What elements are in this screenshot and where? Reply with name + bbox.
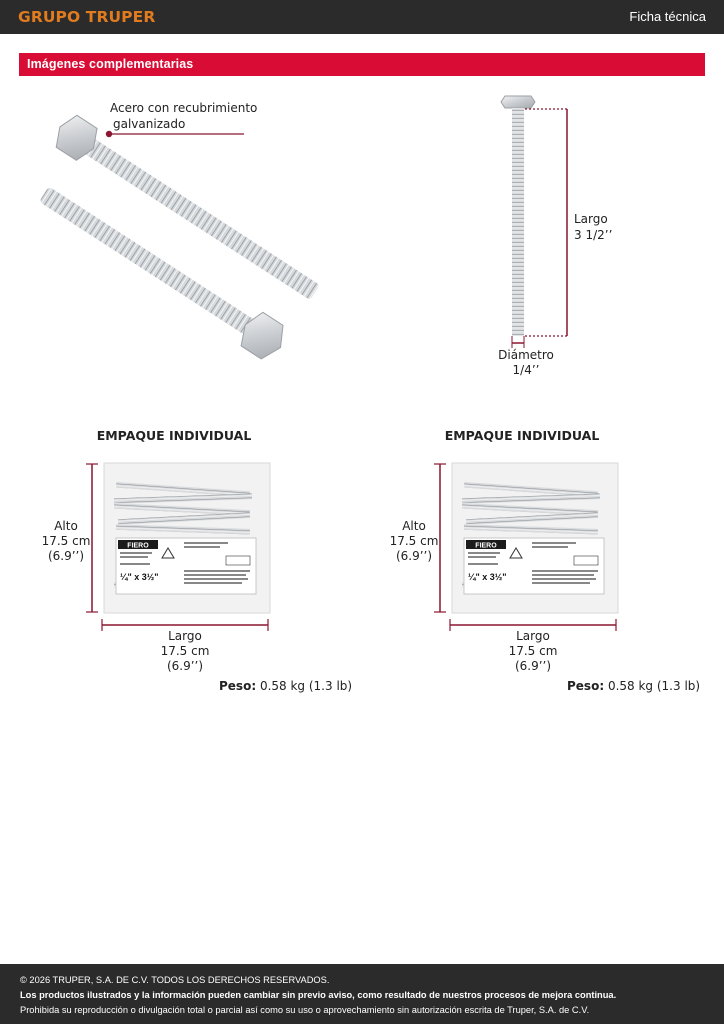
bolt-shank-front: [39, 186, 258, 337]
length-label: Largo: [168, 629, 202, 643]
material-callout-dot: [106, 131, 112, 137]
section-title: Imágenes complementarias: [27, 57, 194, 71]
weight-label: Peso:: [567, 679, 605, 693]
material-label-line2: galvanizado: [113, 117, 186, 131]
package-weight: [567, 679, 700, 693]
length-label: Largo: [574, 212, 608, 226]
height-cm: 17.5 cm: [41, 534, 91, 548]
bolt-shank-back: [83, 138, 319, 300]
footer-prohibition: Prohibida su reproducción o divulgación total o parcial así como su uso o aprovechamiento sin autorización escrita de Truper, S.A. de C.V.: [20, 1005, 590, 1015]
height-cm: 17.5 cm: [389, 534, 439, 548]
height-in: (6.9’’): [395, 549, 433, 563]
fiero-brand-text: FIERO: [475, 542, 497, 550]
bolt-head-vertical: [501, 96, 535, 108]
package-size-text: ¼" x 3½": [468, 572, 507, 582]
diameter-label: Diámetro: [498, 348, 554, 362]
bolt-shank-vertical: [512, 108, 524, 336]
length-in: (6.9’’): [166, 659, 204, 673]
document-type: Ficha técnica: [629, 9, 706, 24]
footer-copyright: © 2026 TRUPER, S.A. DE C.V. TODOS LOS DERECHOS RESERVADOS.: [20, 975, 330, 985]
weight-label: Peso:: [219, 679, 257, 693]
footer-notice: Los productos ilustrados y la información pueden cambiar sin previo aviso, como resultado de nuestros procesos de mejora continua.: [20, 990, 617, 1000]
bolts-pair-image: [30, 112, 320, 372]
package-image: [428, 460, 628, 632]
package-image: [80, 460, 280, 632]
package-heading: EMPAQUE INDIVIDUAL: [444, 428, 600, 443]
bolt-dimension-image: [495, 90, 585, 350]
fiero-brand-text: FIERO: [127, 542, 149, 550]
length-in: (6.9’’): [514, 659, 552, 673]
material-label-line1: Acero con recubrimiento: [110, 101, 258, 115]
height-label: Alto: [54, 519, 78, 533]
diameter-value: 1/4’’: [512, 363, 540, 377]
weight-value: 0.58 kg (1.3 lb): [259, 679, 353, 693]
piece-count-box: [226, 556, 250, 565]
piece-count-box: [574, 556, 598, 565]
height-in: (6.9’’): [47, 549, 85, 563]
weight-value: 0.58 kg (1.3 lb): [607, 679, 701, 693]
length-value: 3 1/2’’: [574, 228, 613, 242]
package-size-text: ¼" x 3½": [120, 572, 159, 582]
brand-logo: GRUPO TRUPER: [18, 8, 156, 26]
length-label: Largo: [516, 629, 550, 643]
package-heading: EMPAQUE INDIVIDUAL: [96, 428, 252, 443]
package-weight: [219, 679, 352, 693]
length-cm: 17.5 cm: [508, 644, 558, 658]
height-label: Alto: [402, 519, 426, 533]
length-cm: 17.5 cm: [160, 644, 210, 658]
